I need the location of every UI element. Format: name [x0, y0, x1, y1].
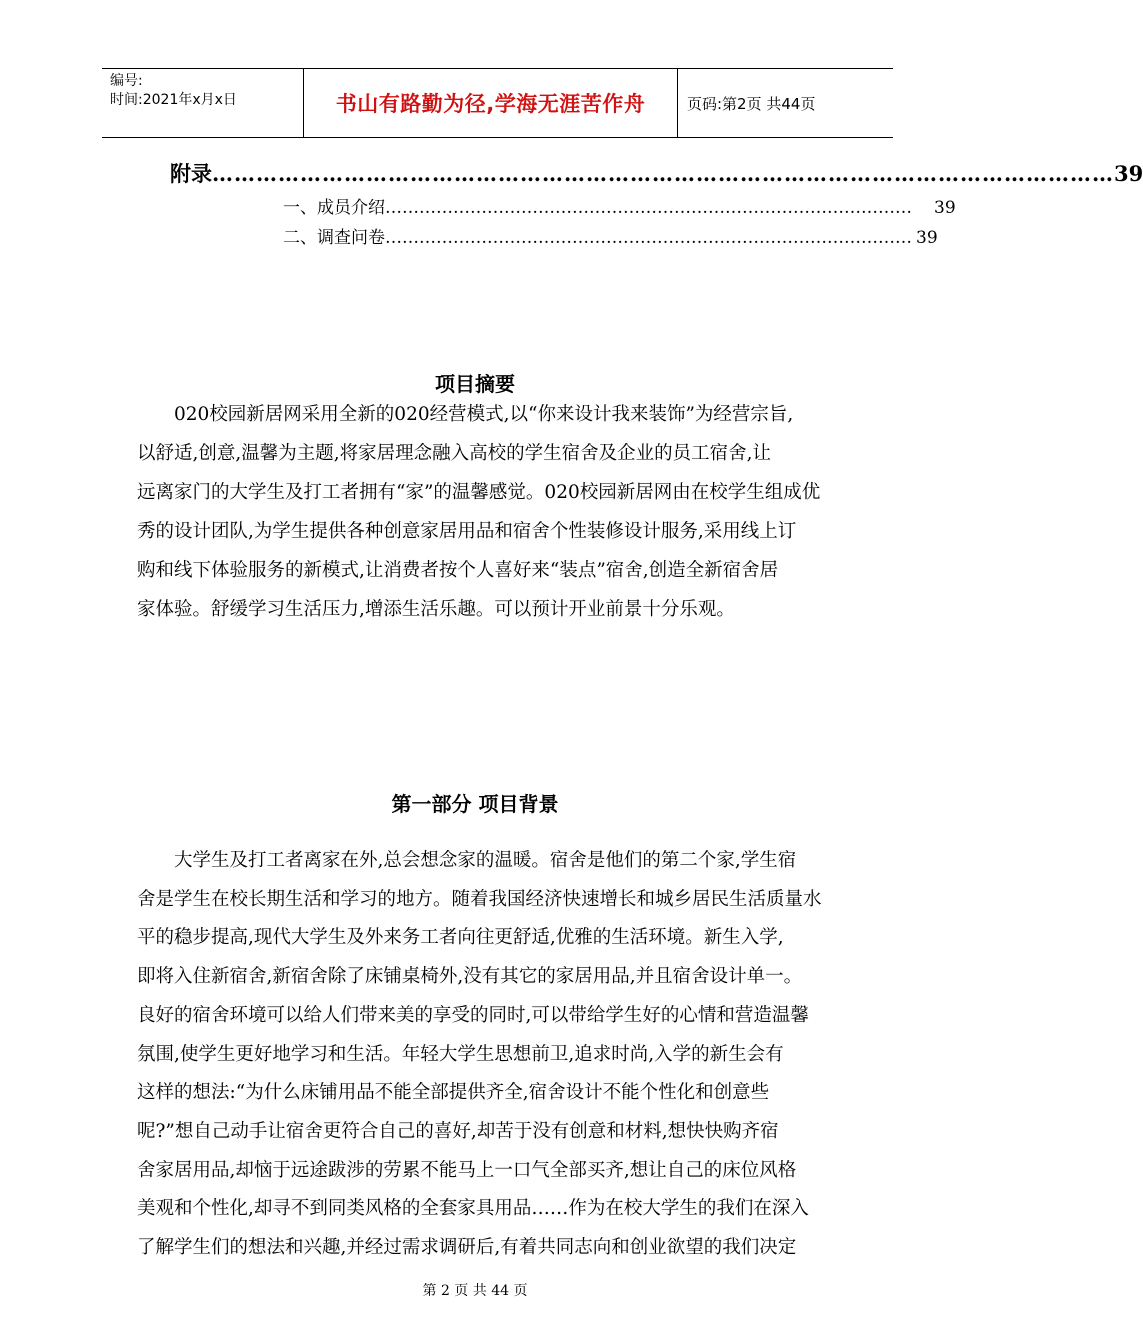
text-line: 远离家门的大学生及打工者拥有“家”的温馨感觉。020校园新居网由在校学生组成优: [137, 482, 821, 503]
toc-leader-dots: …………………………………………………………………………………: [385, 228, 912, 248]
toc-item-page: 39: [916, 228, 938, 248]
toc-item-label: 一、成员介绍: [283, 198, 385, 218]
header-page-info: 页码:第2页 共44页: [687, 94, 816, 113]
text-line: 舍是学生在校长期生活和学习的地方。随着我国经济快速增长和城乡居民生活质量水: [137, 888, 822, 910]
document-date: 时间:2021年x月x日: [110, 92, 237, 108]
text-line: 良好的宿舍环境可以给人们带来美的享受的同时,可以带给学生好的心情和营造温馨: [137, 1004, 809, 1026]
text-line: 家体验。舒缓学习生活压力,增添生活乐趣。可以预计开业前景十分乐观。: [137, 599, 735, 620]
toc-appendix-entry: [170, 158, 1143, 188]
toc-item-label: 二、调查问卷: [283, 228, 385, 248]
text-line: 以舒适,创意,温馨为主题,将家居理念融入高校的学生宿舍及企业的员工宿舍,让: [137, 443, 772, 464]
text-line: 大学生及打工者离家在外,总会想念家的温暖。宿舍是他们的第二个家,学生宿: [174, 850, 797, 871]
text-line: 即将入住新宿舍,新宿舍除了床铺桌椅外,没有其它的家居用品,并且宿舍设计单一。: [137, 966, 803, 988]
text-line: 舍家居用品,却恼于远途跋涉的劳累不能马上一口气全部买齐,想让自己的床位风格: [137, 1159, 797, 1181]
page-header: [102, 68, 893, 138]
section-title: 第一部分 项目背景: [391, 792, 559, 816]
text-line: 氛围,使学生更好地学习和生活。年轻大学生思想前卫,追求时尚,入学的新生会有: [137, 1043, 784, 1065]
toc-item: [283, 223, 938, 248]
document-number-label: 编号:: [110, 73, 143, 89]
toc-item-page: 39: [934, 198, 956, 218]
text-line: 美观和个性化,却寻不到同类风格的全套家具用品……作为在校大学生的我们在深入: [137, 1198, 809, 1220]
text-line: 呢?”想自己动手让宿舍更符合自己的喜好,却苦于没有创意和材料,想快快购齐宿: [137, 1120, 779, 1142]
summary-title: 项目摘要: [435, 372, 515, 396]
text-line: 这样的想法:“为什么床铺用品不能全部提供齐全,宿舍设计不能个性化和创意些: [137, 1082, 770, 1104]
header-meta: [102, 69, 304, 137]
summary-paragraph: [137, 395, 862, 629]
text-line: 平的稳步提高,现代大学生及外来务工者向往更舒适,优雅的生活环境。新生入学,: [137, 927, 784, 949]
toc-appendix-label: 附录: [170, 161, 212, 186]
text-line: 020校园新居网采用全新的020经营模式,以“你来设计我来装饰”为经营宗旨,: [174, 404, 794, 425]
header-motto: 书山有路勤为径,学海无涯苦作舟: [304, 69, 678, 137]
text-line: 秀的设计团队,为学生提供各种创意家居用品和宿舍个性装修设计服务,采用线上订: [137, 521, 797, 542]
toc-item: [283, 193, 956, 218]
background-paragraph: [137, 842, 862, 1268]
text-line: 购和线下体验服务的新模式,让消费者按个人喜好来“装点”宿舍,创造全新宿舍居: [137, 560, 779, 581]
toc-leader-dots: ……………………………………………………………………………………………………………: [212, 161, 1114, 186]
text-line: 了解学生们的想法和兴趣,并经过需求调研后,有着共同志向和创业欲望的我们决定: [137, 1237, 797, 1259]
toc-appendix-page: 39: [1114, 161, 1143, 186]
toc-leader-dots: …………………………………………………………………………………: [385, 198, 912, 218]
page-footer: 第 2 页 共 44 页: [422, 1283, 528, 1299]
